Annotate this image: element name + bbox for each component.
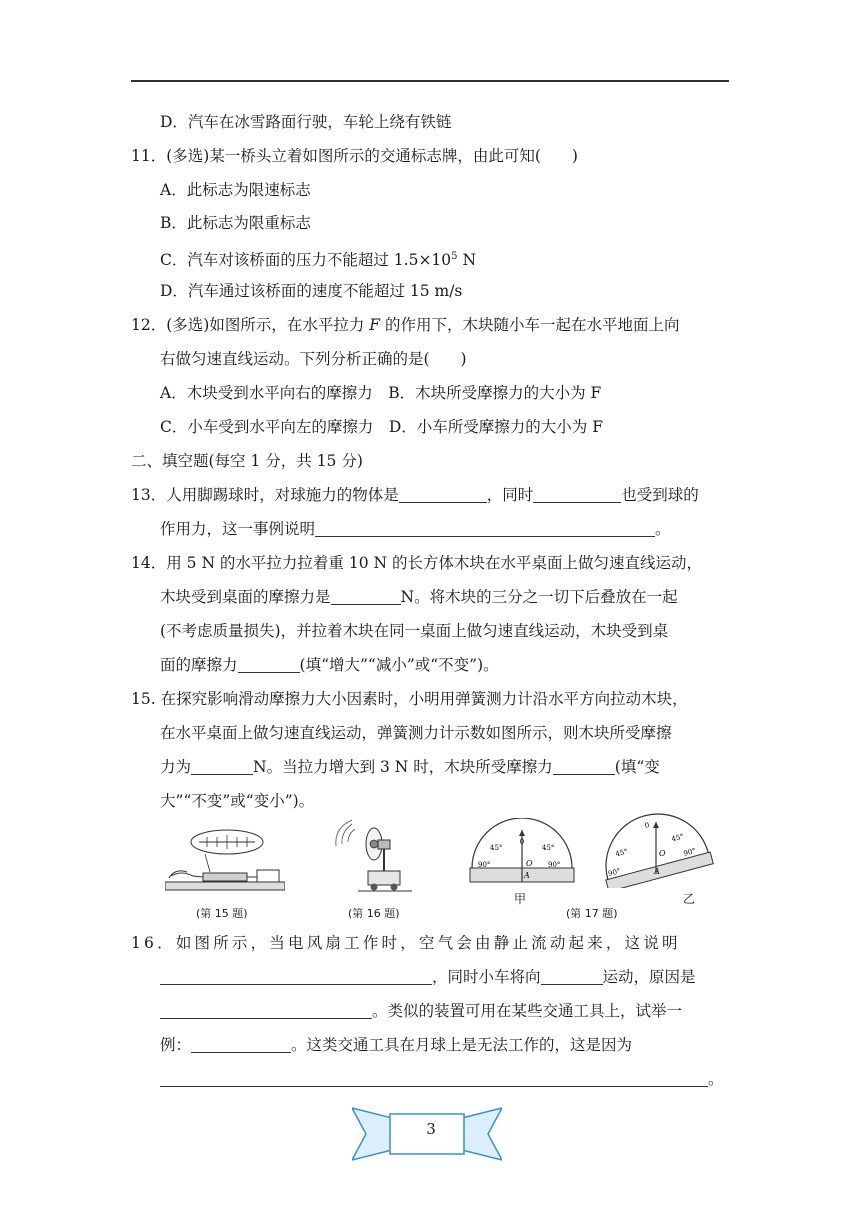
svg-text:45°: 45° xyxy=(670,832,685,844)
answer-blank[interactable] xyxy=(160,967,432,985)
answer-blank[interactable] xyxy=(331,587,401,605)
q15-line2: 在水平桌面上做匀速直线运动，弹簧测力计示数如图所示，则木块所受摩擦 xyxy=(160,724,672,742)
answer-blank[interactable] xyxy=(553,757,615,775)
figure-17-label-yi: 乙 xyxy=(683,892,696,906)
q11-option-c: C．汽车对该桥面的压力不能超过 $1.5\times 10^5$ N xyxy=(160,251,477,270)
q14-line2: 木块受到桌面的摩擦力是 N。将木块的三分之一切下后叠放在一起 xyxy=(160,588,678,606)
figure-17-protractor-b xyxy=(598,808,718,888)
svg-text:90°: 90° xyxy=(607,867,622,878)
svg-text:A: A xyxy=(524,871,530,880)
svg-text:90°: 90° xyxy=(682,846,697,858)
q13-line2: 作用力，这一事例说明 。 xyxy=(160,520,671,538)
answer-blank[interactable] xyxy=(315,519,655,537)
answer-blank[interactable] xyxy=(191,1035,291,1053)
svg-text:A: A xyxy=(654,867,660,876)
answer-blank[interactable] xyxy=(160,1069,708,1087)
q15-line3: 力为 N。当拉力增大到 3 N 时，木块所受摩擦力 (填“变 xyxy=(160,758,660,776)
answer-blank[interactable] xyxy=(160,1001,372,1019)
q11-option-a: A．此标志为限速标志 xyxy=(160,181,311,199)
svg-text:45°: 45° xyxy=(614,847,629,859)
page-number: 3 xyxy=(426,1120,436,1138)
top-rule xyxy=(131,80,729,82)
figure-17-label-jia: 甲 xyxy=(514,892,527,906)
svg-text:45°: 45° xyxy=(542,844,555,852)
section-heading: 二、填空题(每空 1 分，共 15 分) xyxy=(131,452,363,470)
q14-line3: (不考虑质量损失)，并拉着木块在同一桌面上做匀速直线运动，木块受到桌 xyxy=(160,622,669,640)
svg-text:O: O xyxy=(526,859,533,868)
svg-text:45°: 45° xyxy=(490,844,503,852)
q13-line1: 13．人用脚踢球时，对球施力的物体是 ，同时 也受到球的 xyxy=(131,486,699,504)
figure-15-spring-scale xyxy=(165,820,285,900)
q12-options-ab: A．木块受到水平向右的摩擦力 B．木块所受摩擦力的大小为 F xyxy=(160,384,602,402)
svg-text:0: 0 xyxy=(643,820,651,830)
figure-17-caption: (第 17 题) xyxy=(566,907,618,920)
q15-line1: 15. 在探究影响滑动摩擦力大小因素时，小明用弹簧测力计沿水平方向拉动木块， xyxy=(131,690,688,708)
figure-16-caption: (第 16 题) xyxy=(348,907,400,920)
q10-option-d: D．汽车在冰雪路面行驶，车轮上绕有铁链 xyxy=(160,113,452,131)
q11-option-b: B．此标志为限重标志 xyxy=(160,214,311,232)
q16-line3: 。类似的装置可用在某些交通工具上，试举一 xyxy=(160,1000,682,1022)
svg-text:90°: 90° xyxy=(548,861,561,869)
q14-line4: 面的摩擦力 (填“增大”“减小”或“不变”)。 xyxy=(160,656,499,674)
answer-blank[interactable] xyxy=(533,485,621,503)
answer-blank[interactable] xyxy=(191,757,253,775)
svg-text:O: O xyxy=(659,849,666,858)
q12-stem: 12．(多选)如图所示，在水平拉力 F 的作用下，木块随小车一起在水平地面上向 xyxy=(131,316,680,334)
figure-17-protractor-a xyxy=(468,818,576,890)
answer-blank[interactable] xyxy=(399,485,487,503)
answer-blank[interactable] xyxy=(541,967,603,985)
q14-line1: 14．用 5 N 的水平拉力拉着重 10 N 的长方体木块在水平桌面上做匀速直线运动， xyxy=(131,554,702,572)
svg-text:90°: 90° xyxy=(478,861,491,869)
q16-line1: 16．如图所示，当电风扇工作时，空气会由静止流动起来，这说明 xyxy=(131,934,681,952)
q16-line2: ，同时小车将向 运动，原因是 xyxy=(160,966,696,988)
figure-16-fan-cart xyxy=(332,816,412,901)
q15-line4: 大”“不变”或“变小”)。 xyxy=(160,792,315,810)
q12-options-cd: C．小车受到水平向左的摩擦力 D．小车所受摩擦力的大小为 F xyxy=(160,418,603,436)
q11-stem: 11．(多选)某一桥头立着如图所示的交通标志牌，由此可知( ) xyxy=(131,147,578,165)
answer-blank[interactable] xyxy=(238,655,300,673)
figure-15-caption: (第 15 题) xyxy=(196,907,248,920)
q16-line5: 。 xyxy=(160,1068,724,1090)
q12-stem-cont: 右做匀速直线运动。下列分析正确的是( ) xyxy=(160,350,467,368)
svg-text:0: 0 xyxy=(519,838,525,846)
q16-line4: 例： 。这类交通工具在月球上是无法工作的，这是因为 xyxy=(160,1036,633,1054)
q11-option-d: D．汽车通过该桥面的速度不能超过 15 m/s xyxy=(160,282,463,300)
